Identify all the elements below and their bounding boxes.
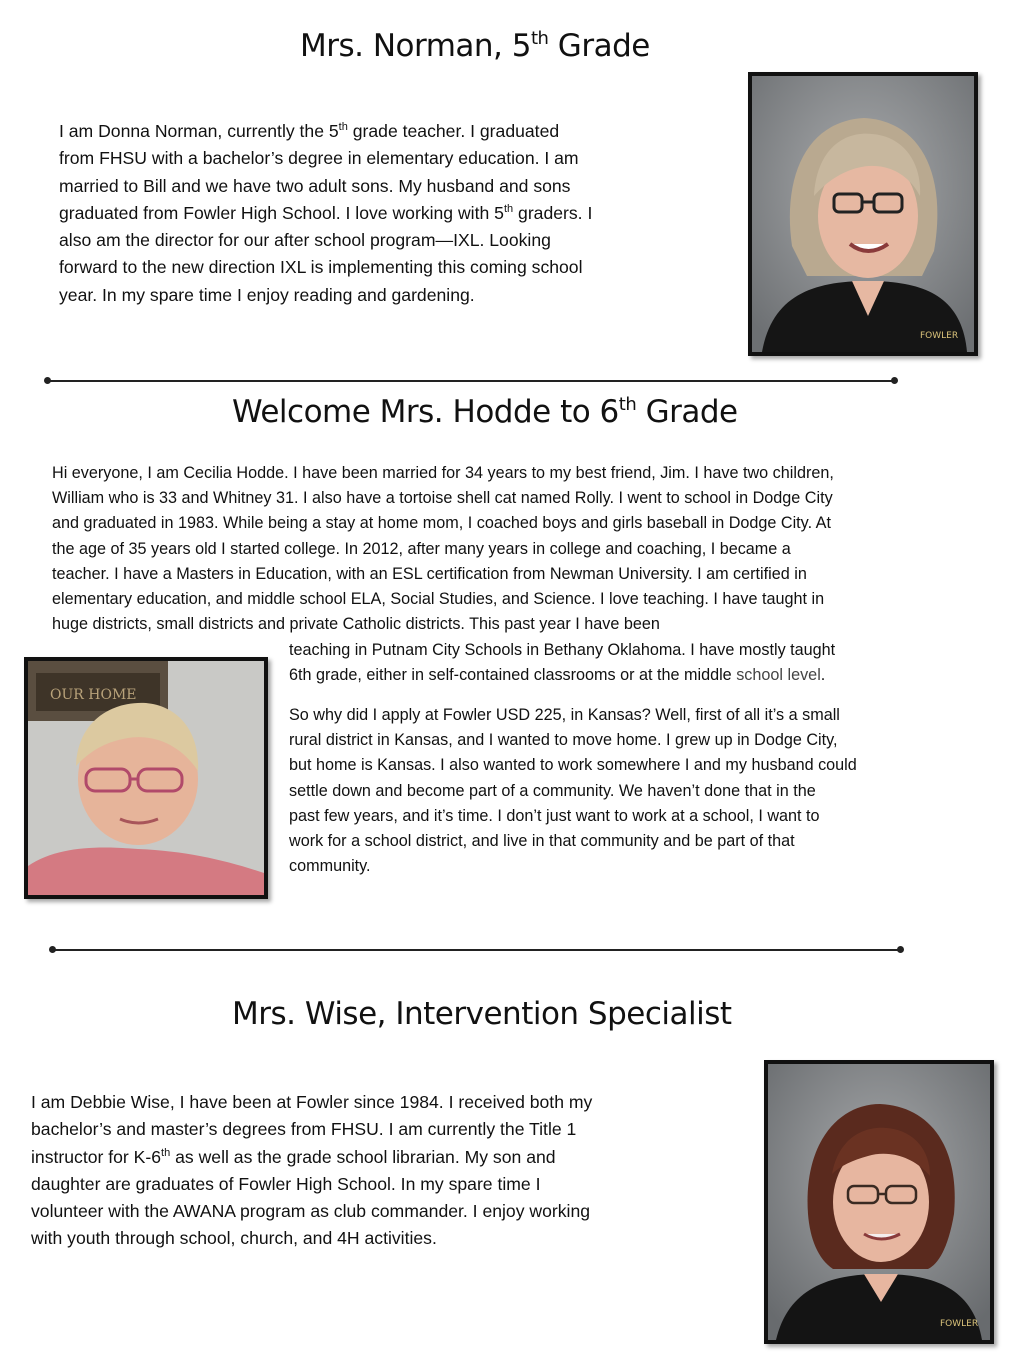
bio-line: from FHSU with a bachelor’s degree in elementary education. I am — [59, 148, 579, 169]
bio-line: but home is Kansas. I also wanted to work somewhere I and my husband could — [289, 756, 857, 775]
bio-line: volunteer with the AWANA program as club commander. I enjoy working — [31, 1201, 591, 1222]
bio-line: also am the director for our after school program—IXL. Looking — [59, 230, 551, 251]
bio-line: and graduated in 1983. While being a stay at home mom, I coached boys and girls baseball in Dodge City. At — [52, 514, 831, 533]
section-title-hodde: Welcome Mrs. Hodde to 6th Grade — [232, 394, 738, 430]
section-title-norman: Mrs. Norman, 5th Grade — [300, 28, 650, 64]
bio-line: Hi everyone, I am Cecilia Hodde. I have been married for 34 years to my best friend, Jim. I have two children, — [52, 464, 834, 482]
bio-hodde-side — [289, 638, 989, 688]
divider-line — [53, 949, 900, 951]
bio-line: married to Bill and we have two adult sons. My husband and sons — [59, 175, 571, 196]
bio-line: teaching in Putnam City Schools in Bethany Oklahoma. I have mostly taught — [289, 641, 836, 659]
bio-line: settle down and become part of a community. We haven’t done that in the — [289, 781, 816, 800]
bio-line: I am Donna Norman, currently the 5th grade teacher. I graduated — [59, 121, 560, 141]
bio-hodde-intro — [52, 461, 1002, 637]
bio-line: year. In my spare time I enjoy reading and gardening. — [59, 284, 475, 305]
bio-line: community. — [289, 857, 371, 876]
shirt-logo: FOWLER — [940, 1319, 979, 1329]
bio-line: I am Debbie Wise, I have been at Fowler since 1984. I received both my — [31, 1092, 593, 1112]
divider-line — [48, 380, 894, 382]
bio-norman — [59, 118, 739, 309]
bio-line: 6th grade, either in self-contained classrooms or at the middle school level. — [289, 666, 826, 685]
shirt-logo: FOWLER — [920, 331, 959, 341]
divider-dot-right — [891, 377, 898, 384]
bio-line: the age of 35 years old I started college. In 2012, after many years in college and coaching, I became a — [52, 539, 791, 558]
bio-line: teacher. I have a Masters in Education, with an ESL certification from Newman University. I am certified in — [52, 564, 807, 583]
bio-hodde-paragraph-2 — [289, 703, 989, 879]
bio-line: work for a school district, and live in that community and be part of that — [289, 832, 795, 851]
bio-wise — [31, 1089, 741, 1253]
bio-line: daughter are graduates of Fowler High School. In my spare time I — [31, 1173, 541, 1194]
bio-line: huge districts, small districts and private Catholic districts. This past year I have been — [52, 615, 660, 634]
bio-line: bachelor’s and master’s degrees from FHSU. I am currently the Title 1 — [31, 1119, 577, 1140]
bio-line: rural district in Kansas, and I wanted to move home. I grew up in Dodge City, — [289, 731, 838, 750]
bio-line: graduated from Fowler High School. I love working with 5th graders. I — [59, 202, 593, 223]
section-title-wise: Mrs. Wise, Intervention Specialist — [232, 996, 732, 1032]
bio-line: elementary education, and middle school ELA, Social Studies, and Science. I love teaching. I have taught in — [52, 590, 825, 609]
photo-wise — [764, 1060, 994, 1344]
photo-norman — [748, 72, 978, 356]
wall-sign: OUR HOME — [50, 687, 137, 703]
bio-line: forward to the new direction IXL is implementing this coming school — [59, 257, 583, 278]
photo-hodde — [24, 657, 268, 899]
bio-line: William who is 33 and Whitney 31. I also have a tortoise shell cat named Rolly. I went to school in Dodge City — [52, 489, 833, 508]
bio-line: instructor for K-6th as well as the grade school librarian. My son and — [31, 1146, 556, 1167]
bio-line: past few years, and it’s time. I don’t just want to work at a school, I want to — [289, 806, 820, 825]
divider-dot-right — [897, 946, 904, 953]
bio-line: So why did I apply at Fowler USD 225, in Kansas? Well, first of all it’s a small — [289, 706, 840, 724]
bio-line: with youth through school, church, and 4H activities. — [31, 1228, 437, 1249]
